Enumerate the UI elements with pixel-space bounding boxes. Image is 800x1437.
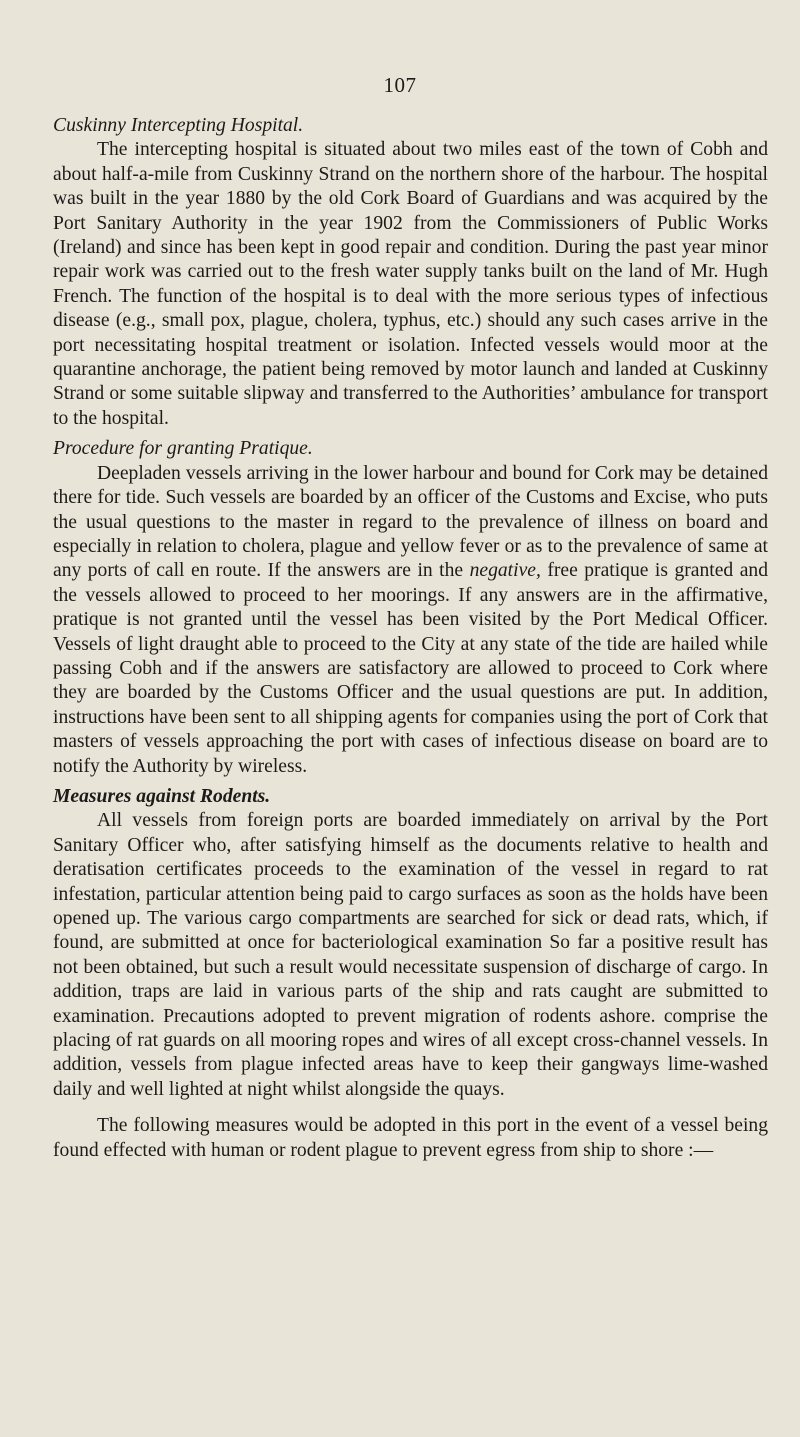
section-heading: Measures against Rodents. — [53, 785, 271, 807]
paragraph-text: Deepladen vessels arriving in the lower harbour and bound for Cork may be detained there for tide. Such vessels are boarded by an officer of the Customs and Excise, who puts the usual questions to the master in regard to the prevalence of illness on board and especially in relation to cholera, plague and yellow fever or as to the prevalence of same at any ports of call en route. If the answers are in the — [53, 462, 768, 582]
emphasis-text: negative, — [469, 560, 541, 582]
section-paragraph: All vessels from foreign ports are boarded immediately on arrival by the Port Sanitary Officer who, after satisfying himself as the documents relative to health and deratisation certificates proceeds to the examination of the vessel in regard to rat infestation, particular attention being paid to cargo surfaces as soon as the holds have been opened up. The various cargo compartments are searched for sick or dead rats, which, if found, are submitted at once for bacteriological examination So far a positive result has not been obtained, but such a result would necessitate suspension of discharge of cargo. In addition, traps are laid in various parts of the ship and rats caught are submitted to examination. Precautions adopted to prevent migration of rodents ashore. comprise the placing of rat guards on all mooring ropes and wires of all except cross-channel vessels. In addition, vessels from plague infected areas have to keep their gangways lime-washed daily and well lighted at night whilst alongside the quays. — [53, 810, 768, 1100]
section-paragraph: The following measures would be adopted in this port in the event of a vessel being found effected with human or rodent plague to prevent egress from ship to shore :— — [53, 1115, 768, 1161]
section-cuskinny-hospital — [53, 114, 768, 431]
section-heading: Procedure for granting Pratique. — [53, 438, 313, 460]
section-rodents — [53, 785, 768, 1102]
page-number: 107 — [383, 73, 417, 97]
paragraph-text: free pratique is granted and the vessels allowed to proceed to her moorings. If any answers are in the affirmative, pratique is not granted until the vessel has been visited by the Port Medical Officer. Vessels of light draught able to proceed to the City at any state of the tide are hailed while passing Cobh and if the answers are satisfactory are allowed to proceed to Cork where they are boarded by the Customs Officer and the usual questions are put. In addition, instructions have been sent to all shipping agents for companies using the port of Cork that masters of vessels approaching the port with cases of infectious disease on board are to notify the Authority by wireless. — [53, 560, 768, 777]
section-paragraph — [53, 462, 768, 779]
section-pratique — [53, 437, 768, 779]
document-body — [53, 114, 768, 1163]
section-closing — [53, 1114, 768, 1163]
section-paragraph: The intercepting hospital is situated about two miles east of the town of Cobh and about half-a-mile from Cuskinny Strand on the northern shore of the harbour. The hospital was built in the year 1880 by the old Cork Board of Guardians and was acquired by the Port Sanitary Authority in the year 1902 from the Commissioners of Public Works (Ireland) and since has been kept in good repair and condition. During the past year minor repair work was carried out to the fresh water supply tanks built on the land of Mr. Hugh French. The function of the hospital is to deal with the more serious types of infectious disease (e.g., small pox, plague, cholera, typhus, etc.) should any such cases arrive in the port necessitating hospital treatment or isolation. Infected vessels would moor at the quarantine anchorage, the patient being removed by motor launch and landed at Cuskinny Strand or some suitable slipway and transferred to the Authorities’ ambulance for transport to the hospital. — [53, 139, 768, 429]
section-heading: Cuskinny Intercepting Hospital. — [53, 115, 304, 136]
